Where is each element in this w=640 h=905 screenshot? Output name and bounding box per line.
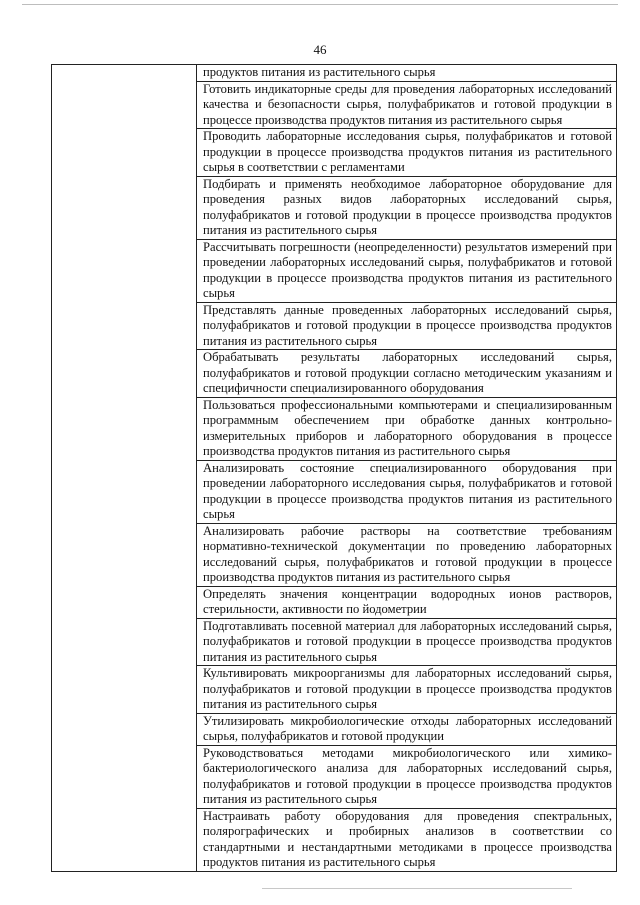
list-item: Анализировать состояние специализированного оборудования при проведении лабораторного исследования сырья, полуфабрикатов и готовой продукции в процессе производства продуктов питания из растительного сырья xyxy=(197,461,616,524)
list-item: Обрабатывать результаты лабораторных исследований сырья, полуфабрикатов и готовой продукции согласно методическим указаниям и специфичности специализированного оборудования xyxy=(197,350,616,398)
list-item: Настраивать работу оборудования для проведения спектральных, полярографических и пробирных анализов в соответствии со стандартными и нестандартными методиками в процессе производства продуктов питания из растительного сырья xyxy=(203,808,612,869)
list-item: Определять значения концентрации водородных ионов растворов, стерильности, активности по йодометрии xyxy=(197,587,616,619)
list-item: продуктов питания из растительного сырья xyxy=(197,65,616,82)
skills-table xyxy=(51,64,617,872)
empty-left-cell xyxy=(52,65,197,872)
table-row xyxy=(52,65,617,872)
page-number: 46 xyxy=(313,42,327,57)
top-rule xyxy=(22,4,618,5)
list-item: Анализировать рабочие растворы на соответствие требованиям нормативно-технической документации по проведению лабораторных исследований сырья, полуфабрикатов и готовой продукции в процессе производства продуктов питания из растительного сырья xyxy=(197,524,616,587)
list-item: Подготавливать посевной материал для лабораторных исследований сырья, полуфабрикатов и готовой продукции в процессе производства продуктов питания из растительного сырья xyxy=(197,619,616,667)
list-item: Утилизировать микробиологические отходы лабораторных исследований сырья, полуфабрикатов и готовой продукции xyxy=(197,714,616,746)
skills-cell xyxy=(197,65,617,872)
list-item: Представлять данные проведенных лабораторных исследований сырья, полуфабрикатов и готовой продукции в процессе производства продуктов питания из растительного сырья xyxy=(197,303,616,351)
list-item: Рассчитывать погрешности (неопределенности) результатов измерений при проведении лабораторных исследований сырья, полуфабрикатов и готовой продукции в процессе производства продуктов питания из растительного сырья xyxy=(197,240,616,303)
list-item: Подбирать и применять необходимое лабораторное оборудование для проведения разных видов лабораторных исследований сырья, полуфабрикатов и готовой продукции в процессе производства продуктов питания из растительного сырья xyxy=(197,177,616,240)
list-item: Готовить индикаторные среды для проведения лабораторных исследований качества и безопасности сырья, полуфабрикатов и готовой продукции в процессе производства продуктов питания из растительного сырья xyxy=(197,82,616,130)
list-item: Руководствоваться методами микробиологического или химико-бактериологического анализа для лабораторных исследований сырья, полуфабрикатов и готовой продукции в процессе производства продуктов питания из растительного сырья xyxy=(197,746,616,809)
list-item: Пользоваться профессиональными компьютерами и специализированным программным обеспечением при обработке данных контрольно-измерительных приборов и лабораторного оборудования в процессе производства продуктов питания из растительного сырья xyxy=(197,398,616,461)
list-item: Проводить лабораторные исследования сырья, полуфабрикатов и готовой продукции в процессе производства продуктов питания из растительного сырья в соответствии с регламентами xyxy=(197,129,616,177)
bottom-rule xyxy=(262,888,572,889)
list-item: Культивировать микроорганизмы для лабораторных исследований сырья, полуфабрикатов и готовой продукции в процессе производства продуктов питания из растительного сырья xyxy=(197,666,616,714)
